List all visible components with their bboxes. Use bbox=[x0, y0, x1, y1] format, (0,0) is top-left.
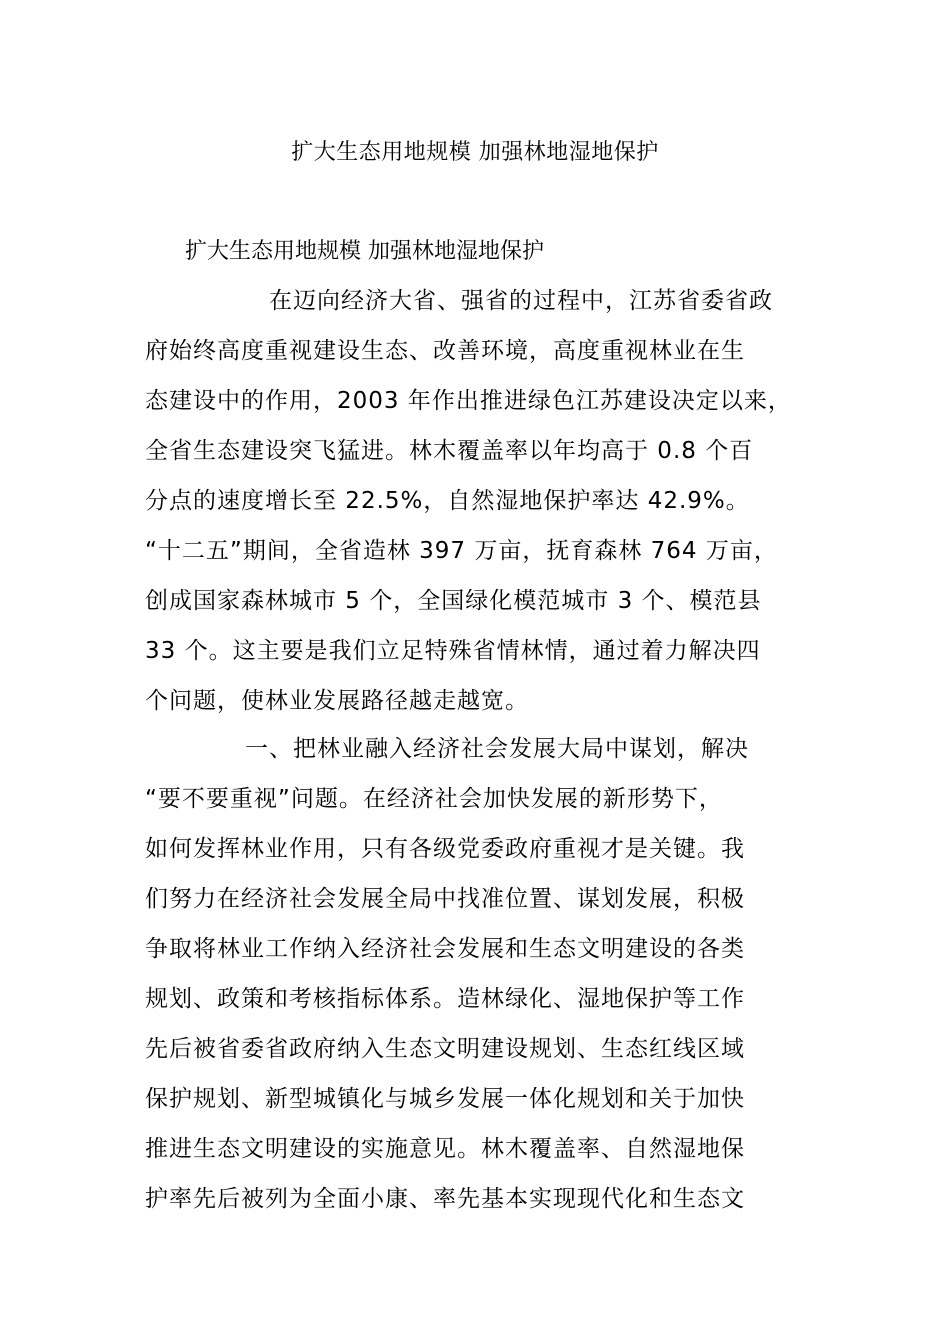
paragraph-line: 33 个。这主要是我们立足特殊省情林情，通过着力解决四 bbox=[145, 638, 761, 664]
paragraph-line: 全省生态建设突飞猛进。林木覆盖率以年均高于 0.8 个百 bbox=[145, 438, 754, 464]
document-subtitle: 扩大生态用地规模 加强林地湿地保护 bbox=[185, 239, 544, 264]
paragraph-line: 态建设中的作用，2003 年作出推进绿色江苏建设决定以来， bbox=[145, 388, 792, 414]
paragraph-line: 创成国家森林城市 5 个，全国绿化模范城市 3 个、模范县 bbox=[145, 588, 762, 614]
paragraph-line: 规划、政策和考核指标体系。造林绿化、湿地保护等工作 bbox=[145, 986, 745, 1012]
document-title: 扩大生态用地规模 加强林地湿地保护 bbox=[291, 140, 659, 165]
paragraph-line: 在迈向经济大省、强省的过程中，江苏省委省政 bbox=[269, 288, 773, 314]
paragraph-line: 个问题，使林业发展路径越走越宽。 bbox=[145, 688, 529, 714]
paragraph-section-one bbox=[145, 724, 825, 1224]
paragraph-line: 分点的速度增长至 22.5%，自然湿地保护率达 42.9%。 bbox=[145, 488, 750, 514]
paragraph-line: “十二五”期间，全省造林 397 万亩，抚育森林 764 万亩， bbox=[145, 538, 778, 564]
paragraph-line: 府始终高度重视建设生态、改善环境，高度重视林业在生 bbox=[145, 338, 745, 364]
paragraph-line: 一、把林业融入经济社会发展大局中谋划，解决 bbox=[245, 736, 749, 762]
paragraph-line: 们努力在经济社会发展全局中找准位置、谋划发展，积极 bbox=[145, 886, 745, 912]
paragraph-line: 先后被省委省政府纳入生态文明建设规划、生态红线区域 bbox=[145, 1036, 745, 1062]
paragraph-line: 护率先后被列为全面小康、率先基本实现现代化和生态文 bbox=[145, 1186, 745, 1212]
paragraph-line: 推进生态文明建设的实施意见。林木覆盖率、自然湿地保 bbox=[145, 1136, 745, 1162]
paragraph-line: 如何发挥林业作用，只有各级党委政府重视才是关键。我 bbox=[145, 836, 745, 862]
paragraph-line: 保护规划、新型城镇化与城乡发展一体化规划和关于加快 bbox=[145, 1086, 745, 1112]
paragraph-intro bbox=[145, 276, 825, 726]
paragraph-line: 争取将林业工作纳入经济社会发展和生态文明建设的各类 bbox=[145, 936, 745, 962]
paragraph-line: “要不要重视”问题。在经济社会加快发展的新形势下， bbox=[145, 786, 723, 812]
